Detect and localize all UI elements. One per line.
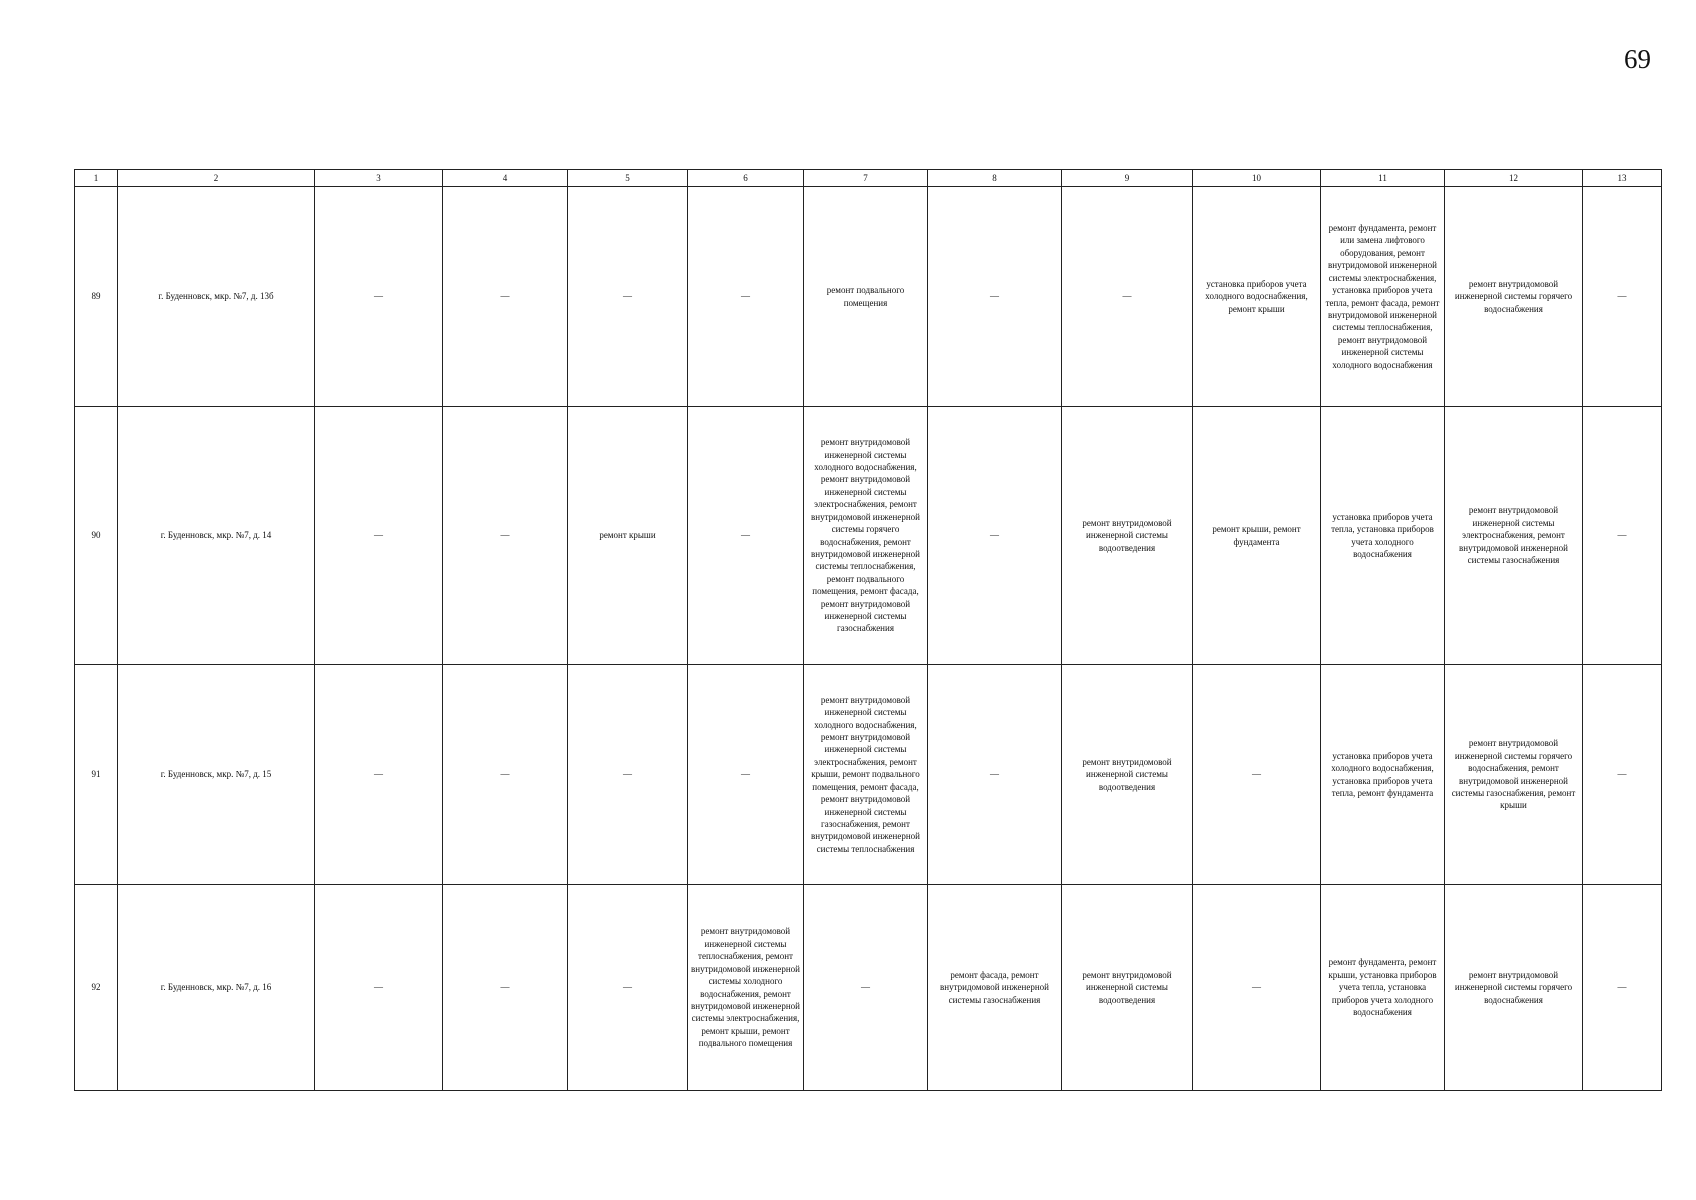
table-cell: — <box>1583 187 1662 407</box>
table-cell: установка приборов учета холодного водоснабжения, ремонт крыши <box>1193 187 1321 407</box>
table-cell: — <box>315 187 443 407</box>
table-cell: ремонт внутридомовой инженерной системы теплоснабжения, ремонт внутридомовой инженерной системы холодного водоснабжения, ремонт внутридомовой инженерной системы электроснабжения, ремонт крыши, ремонт подвального помещения <box>688 885 804 1091</box>
address-cell: г. Буденновск, мкр. №7, д. 14 <box>118 407 315 665</box>
address-cell: г. Буденновск, мкр. №7, д. 16 <box>118 885 315 1091</box>
table-cell: — <box>443 187 568 407</box>
table-cell: ремонт фундамента, ремонт или замена лифтового оборудования, ремонт внутридомовой инженерной системы электроснабжения, установка приборов учета тепла, ремонт фасада, ремонт внутридомовой инженерной системы теплоснабжения, ремонт внутридомовой инженерной системы холодного водоснабжения <box>1321 187 1445 407</box>
table-cell: — <box>804 885 928 1091</box>
table-cell: — <box>928 407 1062 665</box>
repair-schedule-table <box>74 169 1662 1091</box>
column-header: 3 <box>315 170 443 187</box>
table-cell: ремонт крыши <box>568 407 688 665</box>
column-header: 11 <box>1321 170 1445 187</box>
column-header: 13 <box>1583 170 1662 187</box>
table-cell: ремонт внутридомовой инженерной системы электроснабжения, ремонт внутридомовой инженерной системы газоснабжения <box>1445 407 1583 665</box>
table-cell: ремонт внутридомовой инженерной системы водоотведения <box>1062 885 1193 1091</box>
table-cell: — <box>1193 885 1321 1091</box>
table-cell: ремонт внутридомовой инженерной системы горячего водоснабжения <box>1445 885 1583 1091</box>
table-cell: — <box>443 885 568 1091</box>
table-cell: — <box>928 665 1062 885</box>
column-header: 10 <box>1193 170 1321 187</box>
table-cell: ремонт внутридомовой инженерной системы холодного водоснабжения, ремонт внутридомовой инженерной системы электроснабжения, ремонт крыши, ремонт подвального помещения, ремонт фасада, ремонт внутридомовой инженерной системы газоснабжения, ремонт внутридомовой инженерной системы теплоснабжения <box>804 665 928 885</box>
column-header: 4 <box>443 170 568 187</box>
table-row <box>75 187 1662 407</box>
table-cell: — <box>315 407 443 665</box>
table-cell: — <box>443 665 568 885</box>
table-cell: — <box>688 407 804 665</box>
row-number: 91 <box>75 665 118 885</box>
table-row <box>75 885 1662 1091</box>
table-cell: — <box>688 665 804 885</box>
table-cell: — <box>1583 665 1662 885</box>
column-header: 9 <box>1062 170 1193 187</box>
table-cell: — <box>568 187 688 407</box>
table-cell: ремонт внутридомовой инженерной системы водоотведения <box>1062 407 1193 665</box>
table-cell: — <box>1583 885 1662 1091</box>
table-row <box>75 407 1662 665</box>
column-number-row <box>75 170 1662 187</box>
table-cell: — <box>443 407 568 665</box>
table-cell: установка приборов учета тепла, установка приборов учета холодного водоснабжения <box>1321 407 1445 665</box>
table-cell: — <box>928 187 1062 407</box>
column-header: 6 <box>688 170 804 187</box>
table-cell: — <box>1062 187 1193 407</box>
column-header: 7 <box>804 170 928 187</box>
address-cell: г. Буденновск, мкр. №7, д. 13б <box>118 187 315 407</box>
column-header: 1 <box>75 170 118 187</box>
column-header: 8 <box>928 170 1062 187</box>
table-cell: ремонт фасада, ремонт внутридомовой инженерной системы газоснабжения <box>928 885 1062 1091</box>
table-cell: ремонт крыши, ремонт фундамента <box>1193 407 1321 665</box>
address-cell: г. Буденновск, мкр. №7, д. 15 <box>118 665 315 885</box>
table-cell: установка приборов учета холодного водоснабжения, установка приборов учета тепла, ремонт фундамента <box>1321 665 1445 885</box>
table-cell: ремонт внутридомовой инженерной системы горячего водоснабжения <box>1445 187 1583 407</box>
row-number: 92 <box>75 885 118 1091</box>
table-cell: — <box>568 665 688 885</box>
column-header: 2 <box>118 170 315 187</box>
page-number: 69 <box>1624 44 1651 74</box>
table-cell: — <box>688 187 804 407</box>
row-number: 89 <box>75 187 118 407</box>
table-cell: — <box>315 665 443 885</box>
table-cell: ремонт внутридомовой инженерной системы горячего водоснабжения, ремонт внутридомовой инженерной системы газоснабжения, ремонт крыши <box>1445 665 1583 885</box>
table-cell: — <box>315 885 443 1091</box>
table-cell: — <box>1193 665 1321 885</box>
table-cell: ремонт подвального помещения <box>804 187 928 407</box>
table-cell: ремонт внутридомовой инженерной системы водоотведения <box>1062 665 1193 885</box>
table-cell: — <box>1583 407 1662 665</box>
table-cell: ремонт внутридомовой инженерной системы холодного водоснабжения, ремонт внутридомовой инженерной системы электроснабжения, ремонт внутридомовой инженерной системы горячего водоснабжения, ремонт внутридомовой инженерной системы теплоснабжения, ремонт подвального помещения, ремонт фасада, ремонт внутридомовой инженерной системы газоснабжения <box>804 407 928 665</box>
table-cell: ремонт фундамента, ремонт крыши, установка приборов учета тепла, установка приборов учета холодного водоснабжения <box>1321 885 1445 1091</box>
column-header: 5 <box>568 170 688 187</box>
table-row <box>75 665 1662 885</box>
column-header: 12 <box>1445 170 1583 187</box>
table-cell: — <box>568 885 688 1091</box>
row-number: 90 <box>75 407 118 665</box>
